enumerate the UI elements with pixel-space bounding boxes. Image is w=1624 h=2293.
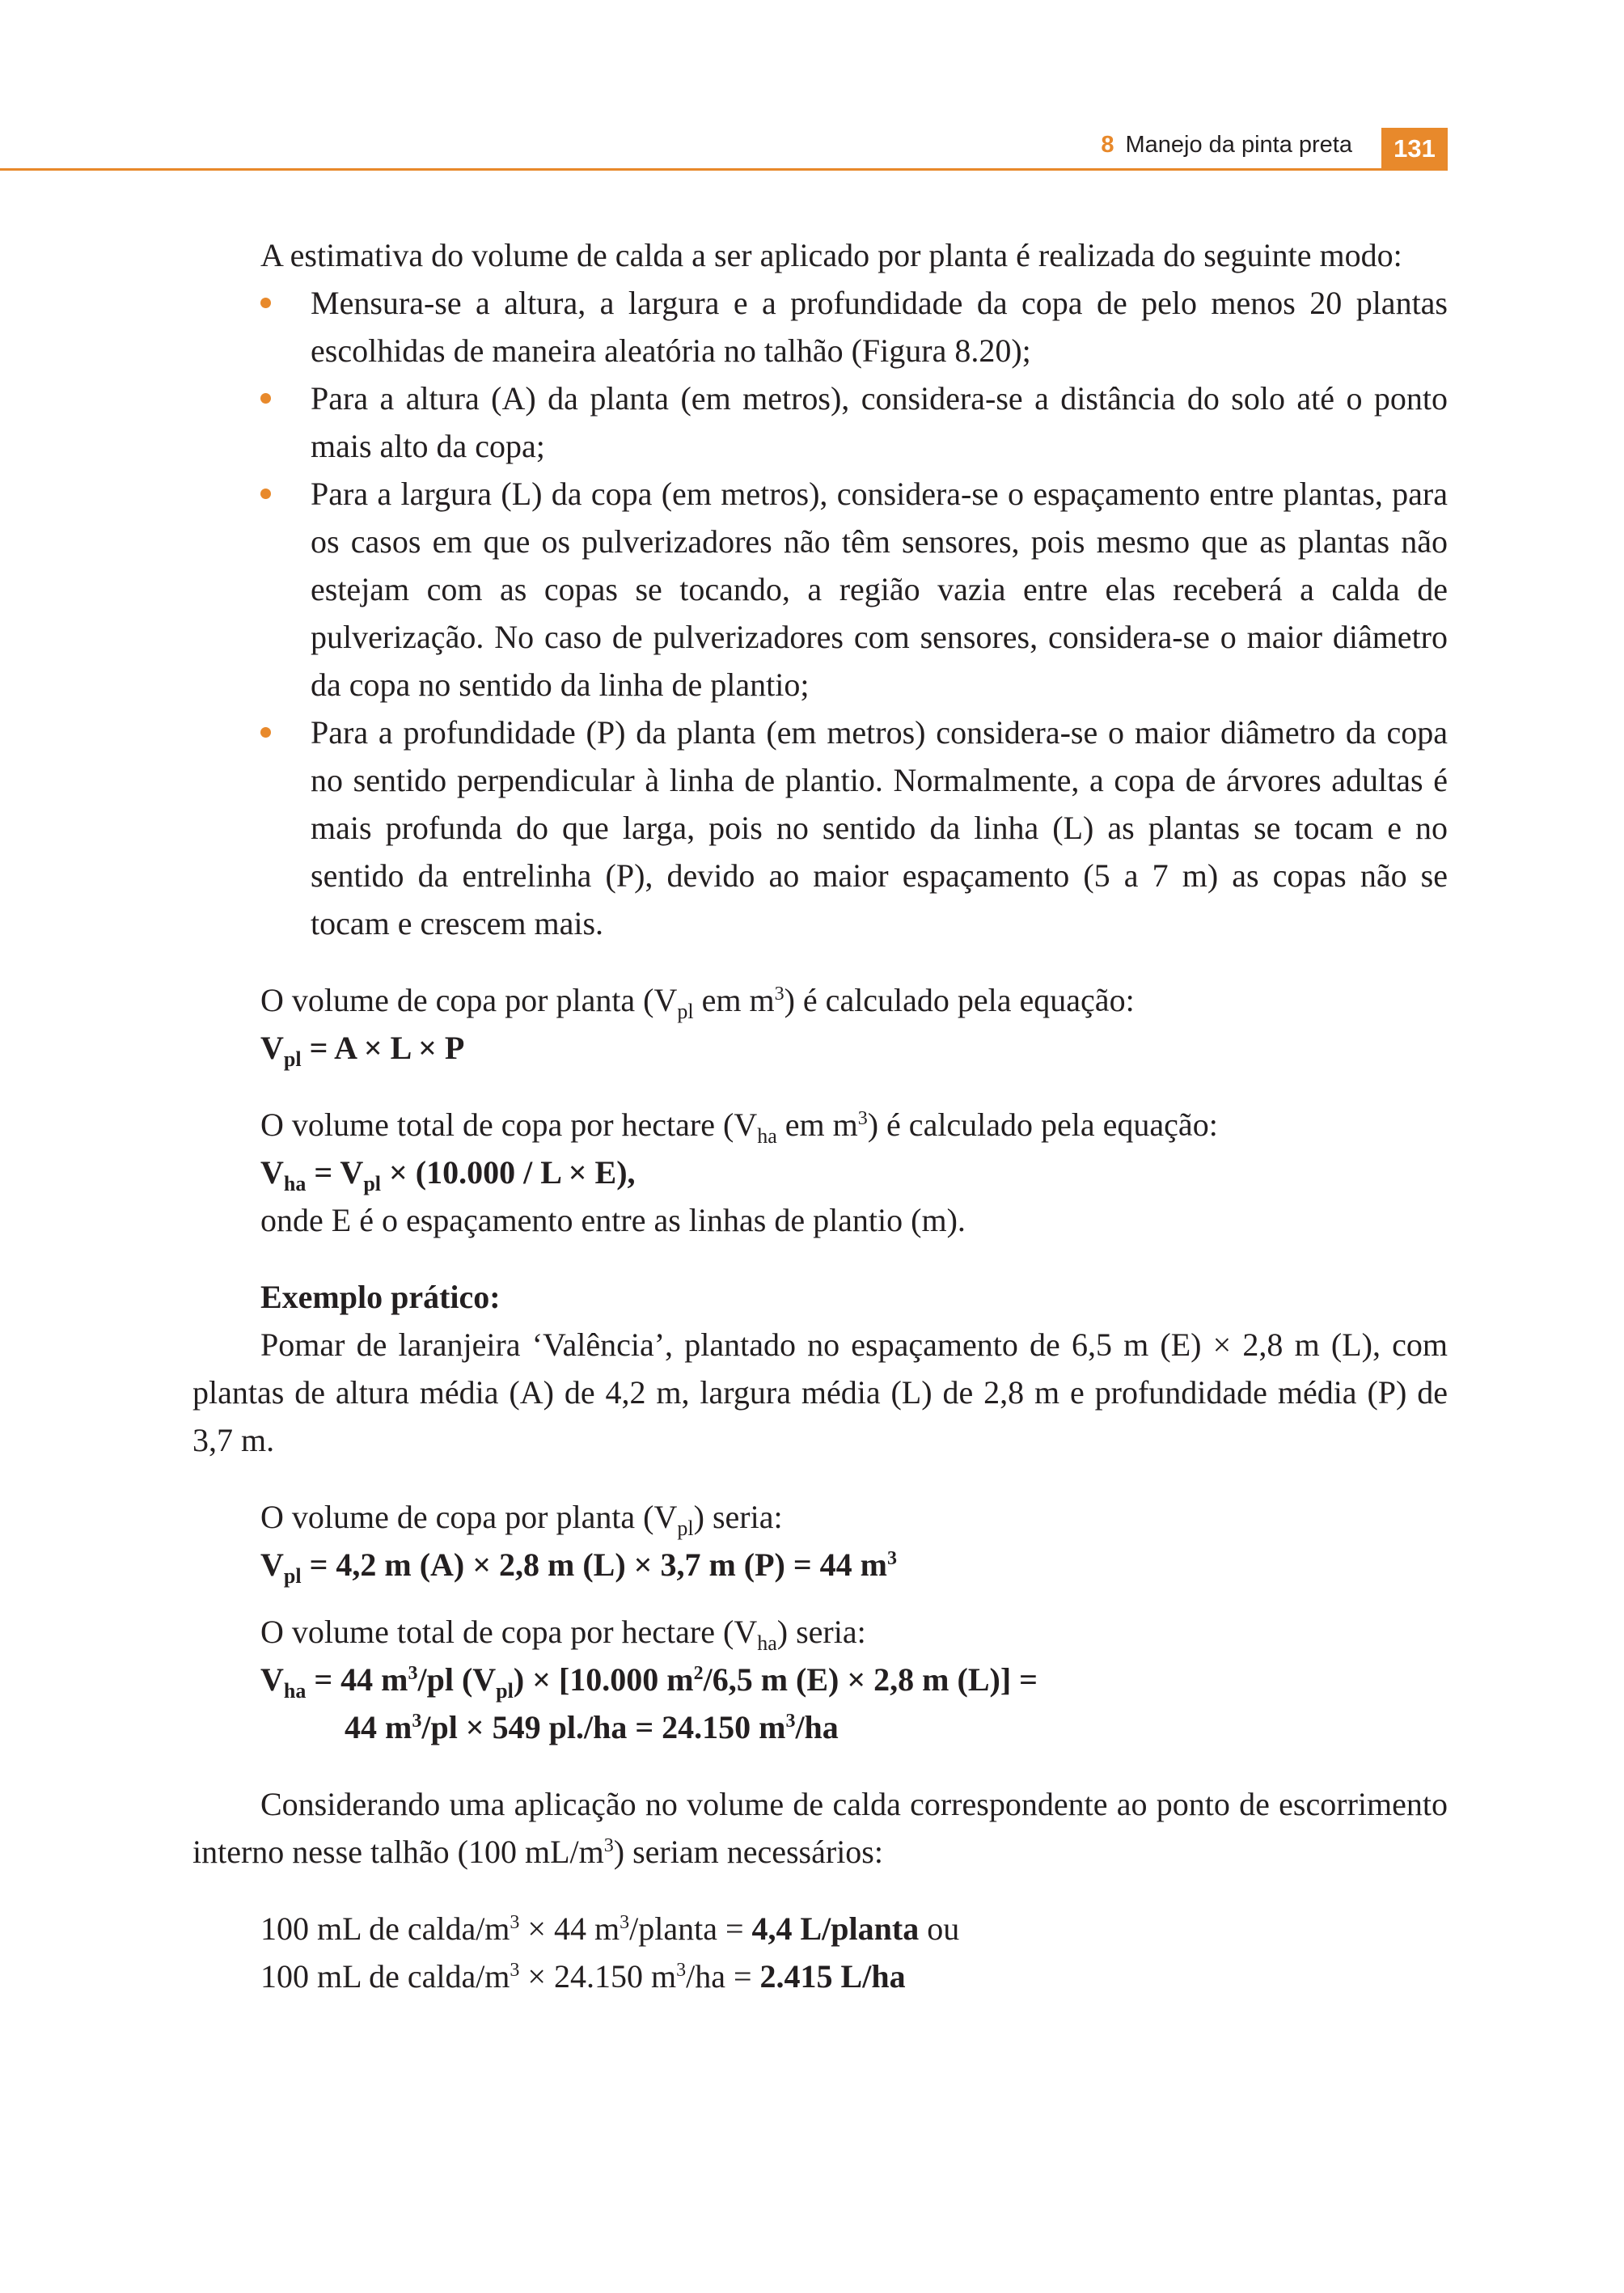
text: V: [260, 1154, 284, 1191]
example-vpl-label: [192, 1493, 1448, 1541]
subscript: pl: [283, 1564, 302, 1588]
text: O volume total de copa por hectare (V: [260, 1614, 758, 1650]
text: /planta =: [629, 1910, 752, 1947]
list-item-text: Mensura-se a altura, a largura e a profundidade da copa de pelo menos 20 plantas escolhidas de maneira aleatória no talhão (Figura 8.20);: [311, 285, 1448, 369]
intro-paragraph: A estimativa do volume de calda a ser aplicado por planta é realizada do seguinte modo:: [260, 237, 1402, 273]
chapter-number: 8: [1101, 132, 1114, 158]
superscript: 3: [774, 984, 785, 1005]
result-value: 2.415 L/ha: [759, 1958, 906, 1995]
text: ) seria:: [693, 1499, 783, 1535]
bullet-list: [192, 279, 1448, 947]
text: /ha: [795, 1709, 839, 1745]
superscript: 2: [693, 1663, 704, 1684]
chapter-heading: [1101, 132, 1352, 159]
text: /pl × 549 pl./ha = 24.150 m: [421, 1709, 786, 1745]
example-paragraph: Pomar de laranjeira ‘Valência’, plantado no espaçamento de 6,5 m (E) × 2,8 m (L), com plantas de altura média (A) de 4,2 m, largura média (L) de 2,8 m e profundidade média (P) de 3,7 m.: [192, 1326, 1448, 1458]
text: V: [260, 1661, 284, 1698]
subscript: ha: [757, 1124, 777, 1148]
text: = A × L × P: [301, 1030, 465, 1066]
result-value: 4,4 L/planta: [751, 1910, 920, 1947]
superscript: 3: [603, 1835, 614, 1856]
example-vpl-equation: [192, 1541, 1448, 1589]
superscript: 3: [510, 1960, 520, 1981]
chapter-title: Manejo da pinta preta: [1125, 132, 1352, 158]
text: ) seria:: [776, 1614, 866, 1650]
text: /6,5 m (E) × 2,8 m (L)] =: [703, 1661, 1038, 1698]
list-item: [192, 374, 1448, 470]
text: em m: [693, 982, 775, 1018]
example-vha-equation-continued: [192, 1703, 1448, 1751]
text: /pl (V: [417, 1661, 497, 1698]
text: ) × [10.000 m: [513, 1661, 694, 1698]
text: × 44 m: [519, 1910, 620, 1947]
text: V: [260, 1546, 284, 1583]
superscript: 3: [857, 1108, 868, 1129]
text: × 24.150 m: [519, 1958, 677, 1995]
superscript: 3: [412, 1711, 422, 1732]
superscript: 3: [785, 1711, 796, 1732]
superscript: 3: [620, 1912, 630, 1933]
text: ou: [919, 1910, 960, 1947]
text: em m: [776, 1106, 858, 1143]
text: O volume total de copa por hectare (V: [260, 1106, 758, 1143]
superscript: 3: [886, 1548, 897, 1569]
subscript: pl: [496, 1679, 514, 1703]
bullet-icon: [260, 393, 271, 404]
bullet-icon: [260, 489, 271, 499]
example-vha-label: [192, 1608, 1448, 1656]
text: 44 m: [345, 1709, 412, 1745]
subscript: pl: [677, 1000, 694, 1023]
text: ) seriam necessários:: [613, 1834, 883, 1870]
list-item-text: Para a altura (A) da planta (em metros), considera-se a distância do solo até o ponto mais alto da copa;: [311, 380, 1448, 464]
text: ) é calculado pela equação:: [784, 982, 1135, 1018]
text: V: [260, 1030, 284, 1066]
superscript: 3: [510, 1912, 520, 1933]
vpl-definition: [192, 976, 1448, 1024]
list-item: [192, 709, 1448, 947]
text: × (10.000 / L × E),: [381, 1154, 636, 1191]
text: O volume de copa por planta (V: [260, 1499, 678, 1535]
result-per-hectare: [192, 1952, 1448, 2000]
subscript: ha: [283, 1679, 307, 1703]
subscript: pl: [677, 1517, 694, 1540]
bullet-icon: [260, 298, 271, 308]
vha-note: onde E é o espaçamento entre as linhas de plantio (m).: [260, 1202, 966, 1238]
example-title: Exemplo prático:: [260, 1279, 501, 1315]
text: O volume de copa por planta (V: [260, 982, 678, 1018]
list-item-text: Para a largura (L) da copa (em metros), considera-se o espaçamento entre plantas, para os casos em que os pulverizadores não têm sensores, pois mesmo que as plantas não estejam com as copas se tocando, a região vazia entre elas receberá a calda de pulverização. No caso de pulverizadores com sensores, considera-se o maior diâmetro da copa no sentido da linha de plantio;: [311, 476, 1448, 703]
list-item: [192, 279, 1448, 374]
example-vha-equation: [192, 1656, 1448, 1703]
vpl-equation: [192, 1024, 1448, 1072]
text: = 4,2 m (A) × 2,8 m (L) × 3,7 m (P) = 44 m: [301, 1546, 887, 1583]
text: = 44 m: [306, 1661, 408, 1698]
text: 100 mL de calda/m: [260, 1958, 510, 1995]
text: = V: [306, 1154, 364, 1191]
text: /ha =: [686, 1958, 760, 1995]
page-body: [192, 231, 1448, 2000]
consider-paragraph: [192, 1780, 1448, 1876]
text: Considerando uma aplicação no volume de calda correspondente ao ponto de escorrimento interno nesse talhão (100 mL/m: [192, 1786, 1448, 1870]
list-item: [192, 470, 1448, 709]
subscript: pl: [363, 1172, 382, 1195]
subscript: ha: [757, 1631, 777, 1655]
bullet-icon: [260, 727, 271, 738]
header-rule: [0, 168, 1448, 171]
vha-definition: [192, 1101, 1448, 1149]
superscript: 3: [408, 1663, 418, 1684]
page-number: 131: [1381, 128, 1448, 170]
result-per-plant: [192, 1905, 1448, 1952]
superscript: 3: [676, 1960, 687, 1981]
list-item-text: Para a profundidade (P) da planta (em metros) considera-se o maior diâmetro da copa no sentido perpendicular à linha de plantio. Normalmente, a copa de árvores adultas é mais profunda do que larga, pois no sentido da linha (L) as plantas se tocam e no sentido da entrelinha (P), devido ao maior espaçamento (5 a 7 m) as copas não se tocam e crescem mais.: [311, 714, 1448, 941]
text: ) é calculado pela equação:: [867, 1106, 1218, 1143]
subscript: ha: [283, 1172, 307, 1195]
subscript: pl: [283, 1047, 302, 1071]
text: 100 mL de calda/m: [260, 1910, 510, 1947]
vha-equation: [192, 1149, 1448, 1196]
